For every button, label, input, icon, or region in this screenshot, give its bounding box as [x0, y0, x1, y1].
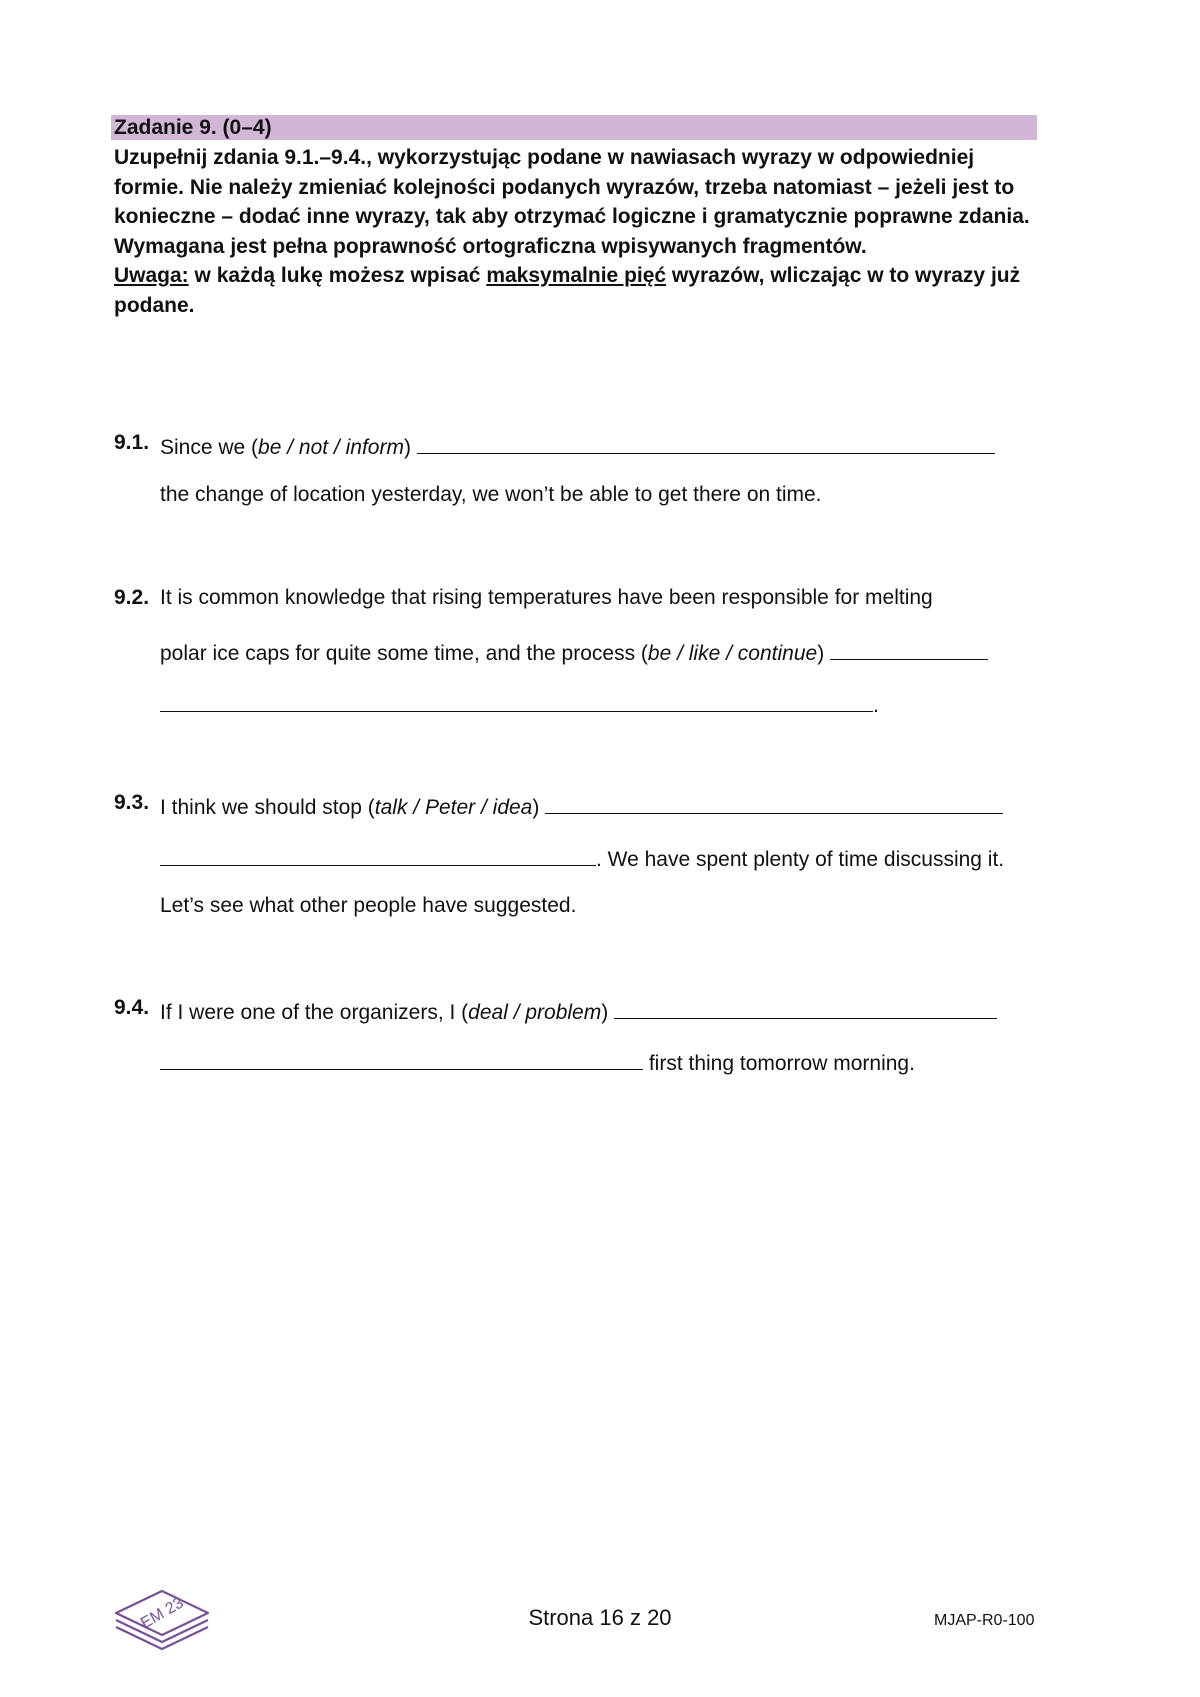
item-9-4-post: )	[601, 1001, 609, 1024]
item-9-1-post: )	[403, 436, 411, 459]
answer-blank-9-4a[interactable]	[614, 996, 997, 1019]
item-9-2-line3	[160, 689, 879, 718]
item-9-3-post: )	[532, 796, 540, 819]
item-9-4-hint: deal / problem	[468, 1001, 602, 1024]
page-number: Strona 16 z 20	[528, 1605, 672, 1630]
answer-blank-9-2b[interactable]	[160, 689, 873, 712]
item-9-2-end: .	[873, 694, 879, 717]
item-9-2-pre: polar ice caps for quite some time, and the process (	[160, 642, 648, 665]
item-9-3-line3: Let’s see what other people have suggested.	[160, 894, 577, 917]
item-9-4-after: first thing tomorrow morning.	[643, 1052, 915, 1075]
task-instructions	[114, 143, 1044, 320]
instruction-note	[114, 261, 1044, 320]
item-number-9-1: 9.1.	[114, 431, 150, 454]
item-9-2-line2	[160, 637, 988, 666]
item-9-2-post: )	[817, 642, 825, 665]
instruction-text: Uzupełnij zdania 9.1.–9.4., wykorzystując podane w nawiasach wyrazy w odpowiedniej formie. Nie należy zmieniać kolejności podanych wyrazów, trzeba natomiast – jeżeli jest to konieczne – dodać inne wyrazy, tak aby otrzymać logiczne i gramatycznie poprawne zdania. Wymagana jest pełna poprawność ortograficzna wpisywanych fragmentów.	[114, 146, 1030, 258]
answer-blank-9-1[interactable]	[417, 431, 995, 454]
item-9-3-hint: talk / Peter / idea	[374, 796, 533, 819]
item-9-1-line2: the change of location yesterday, we won’t be able to get there on time.	[160, 483, 822, 506]
item-9-4-pre: If I were one of the organizers, I (	[160, 1001, 469, 1024]
note-part1: w każdą lukę możesz wpisać	[188, 264, 487, 287]
document-code: MJAP-R0-100	[934, 1612, 1035, 1629]
answer-blank-9-2a[interactable]	[830, 637, 988, 660]
item-number-9-4: 9.4.	[114, 996, 150, 1019]
item-9-3-line1	[160, 791, 1003, 820]
answer-blank-9-4b[interactable]	[160, 1047, 643, 1070]
answer-blank-9-3a[interactable]	[545, 791, 1003, 814]
item-9-4-line1	[160, 996, 997, 1025]
item-9-1-line1	[160, 431, 995, 460]
note-emphasis: maksymalnie pięć	[486, 264, 667, 287]
item-9-3-after: . We have spent plenty of time discussing it.	[596, 848, 1005, 871]
item-9-2-line1: It is common knowledge that rising temperatures have been responsible for melting	[160, 586, 933, 609]
item-9-1-hint: be / not / inform	[258, 436, 404, 459]
item-9-3-pre: I think we should stop (	[160, 796, 375, 819]
note-label: Uwaga:	[114, 264, 189, 287]
logo-text: EM 23	[137, 1594, 187, 1633]
item-9-3-line2	[160, 843, 1004, 872]
answer-blank-9-3b[interactable]	[160, 843, 596, 866]
note-part2: wyrazów, wliczając w to wyrazy już podane.	[114, 264, 1021, 317]
item-9-4-line2	[160, 1047, 915, 1076]
task-header: Zadanie 9. (0–4)	[111, 115, 1037, 140]
item-number-9-3: 9.3.	[114, 791, 150, 814]
item-9-1-pre: Since we (	[160, 436, 259, 459]
item-number-9-2: 9.2.	[114, 586, 150, 609]
item-9-2-hint: be / like / continue	[647, 642, 818, 665]
